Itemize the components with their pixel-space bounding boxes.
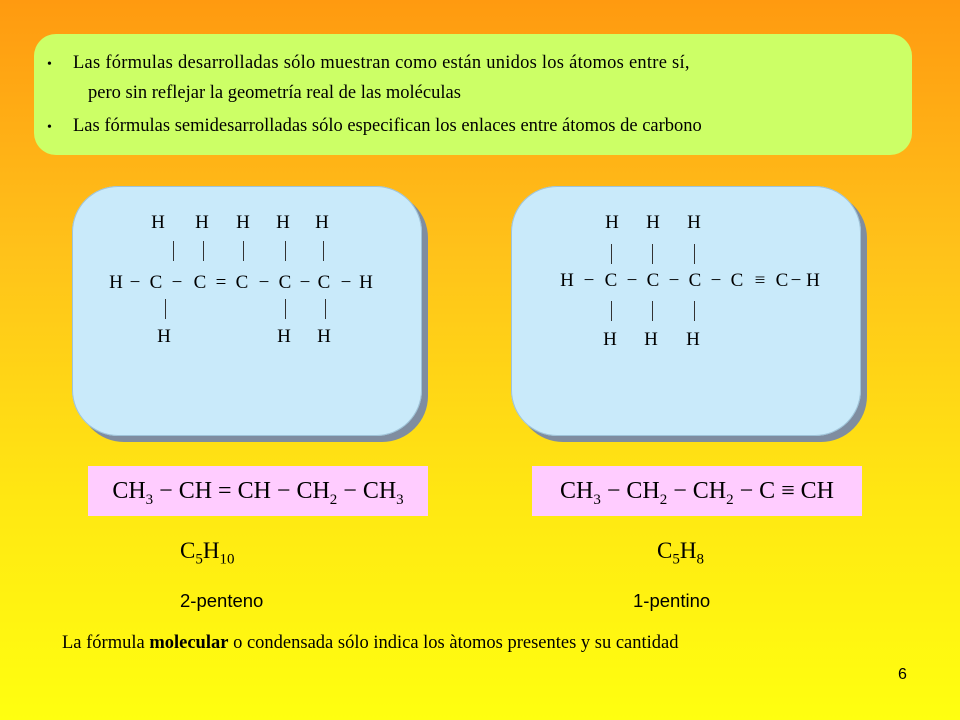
molecular-formula-note: La fórmula molecular o condensada sólo indica los àtomos presentes y su cantidad (62, 633, 679, 653)
single-bond-vertical (694, 244, 695, 264)
single-bond-vertical (694, 301, 695, 321)
single-bond-vertical (611, 301, 612, 321)
atom-h: H (109, 272, 123, 293)
single-bond: − (299, 272, 311, 293)
atom-c: C (278, 272, 292, 293)
single-bond-vertical (203, 241, 204, 261)
single-bond: − (129, 272, 141, 293)
atom-h: H (560, 270, 574, 291)
single-bond-vertical (652, 301, 653, 321)
atom-c: C (235, 272, 249, 293)
atom-h: H (277, 326, 291, 347)
pentyne-semideveloped-formula: $CH_3 - CH_2 - CH_2 - C$ ≡ CH (532, 466, 862, 516)
triple-bond: ≡ (754, 270, 766, 291)
single-bond: − (171, 272, 183, 293)
pentene-structure-card (72, 186, 422, 436)
atom-c: C (646, 270, 660, 291)
single-bond-vertical (652, 244, 653, 264)
atom-c: C (149, 272, 163, 293)
atom-h: H (359, 272, 373, 293)
pentyne-structure-card (511, 186, 861, 436)
note-item-1 (47, 52, 690, 76)
single-bond: − (668, 270, 680, 291)
atom-h: H (157, 326, 171, 347)
atom-c: C (193, 272, 207, 293)
note-2-text: Las fórmulas semidesarrolladas sólo especifican los enlaces entre átomos de carbono (73, 116, 702, 136)
bullet-icon: • (47, 120, 52, 135)
atom-h: H (605, 212, 619, 233)
single-bond: − (626, 270, 638, 291)
atom-c: C (688, 270, 702, 291)
atom-h: H (686, 329, 700, 350)
single-bond-vertical (243, 241, 244, 261)
single-bond-vertical (173, 241, 174, 261)
atom-h: H (603, 329, 617, 350)
pentyne-molecular-formula: $C_5H_8$ (657, 538, 704, 568)
atom-h: H (315, 212, 329, 233)
pentene-semideveloped-formula: $CH_3$ − CH = CH − $CH_2 - CH_3$ (88, 466, 428, 516)
single-bond: − (340, 272, 352, 293)
atom-h: H (644, 329, 658, 350)
single-bond-vertical (323, 241, 324, 261)
atom-c: C (775, 270, 789, 291)
atom-h: H (646, 212, 660, 233)
single-bond-vertical (325, 299, 326, 319)
atom-h: H (195, 212, 209, 233)
double-bond: = (215, 272, 227, 293)
single-bond-vertical (611, 244, 612, 264)
single-bond: − (583, 270, 595, 291)
single-bond-vertical (165, 299, 166, 319)
pentene-molecular-formula: $C_5H_{10}$ (180, 538, 235, 568)
page-number: 6 (898, 666, 907, 683)
single-bond-vertical (285, 299, 286, 319)
atom-c: C (317, 272, 331, 293)
bullet-icon: • (47, 57, 52, 72)
atom-h: H (276, 212, 290, 233)
atom-c: C (604, 270, 618, 291)
note-1-line-2: pero sin reflejar la geometría real de las moléculas (88, 83, 461, 103)
single-bond: − (258, 272, 270, 293)
bold-term: molecular (149, 633, 229, 653)
atom-c: C (730, 270, 744, 291)
single-bond: − (790, 270, 802, 291)
atom-h: H (806, 270, 820, 291)
note-item-2 (47, 115, 702, 139)
single-bond: − (710, 270, 722, 291)
note-1-line-1: Las fórmulas desarrolladas sólo muestran como están unidos los átomos entre sí, (73, 53, 690, 73)
atom-h: H (236, 212, 250, 233)
atom-h: H (317, 326, 331, 347)
single-bond-vertical (285, 241, 286, 261)
atom-h: H (151, 212, 165, 233)
pentyne-name: 1-pentino (633, 590, 711, 611)
atom-h: H (687, 212, 701, 233)
pentene-name: 2-penteno (180, 590, 264, 611)
